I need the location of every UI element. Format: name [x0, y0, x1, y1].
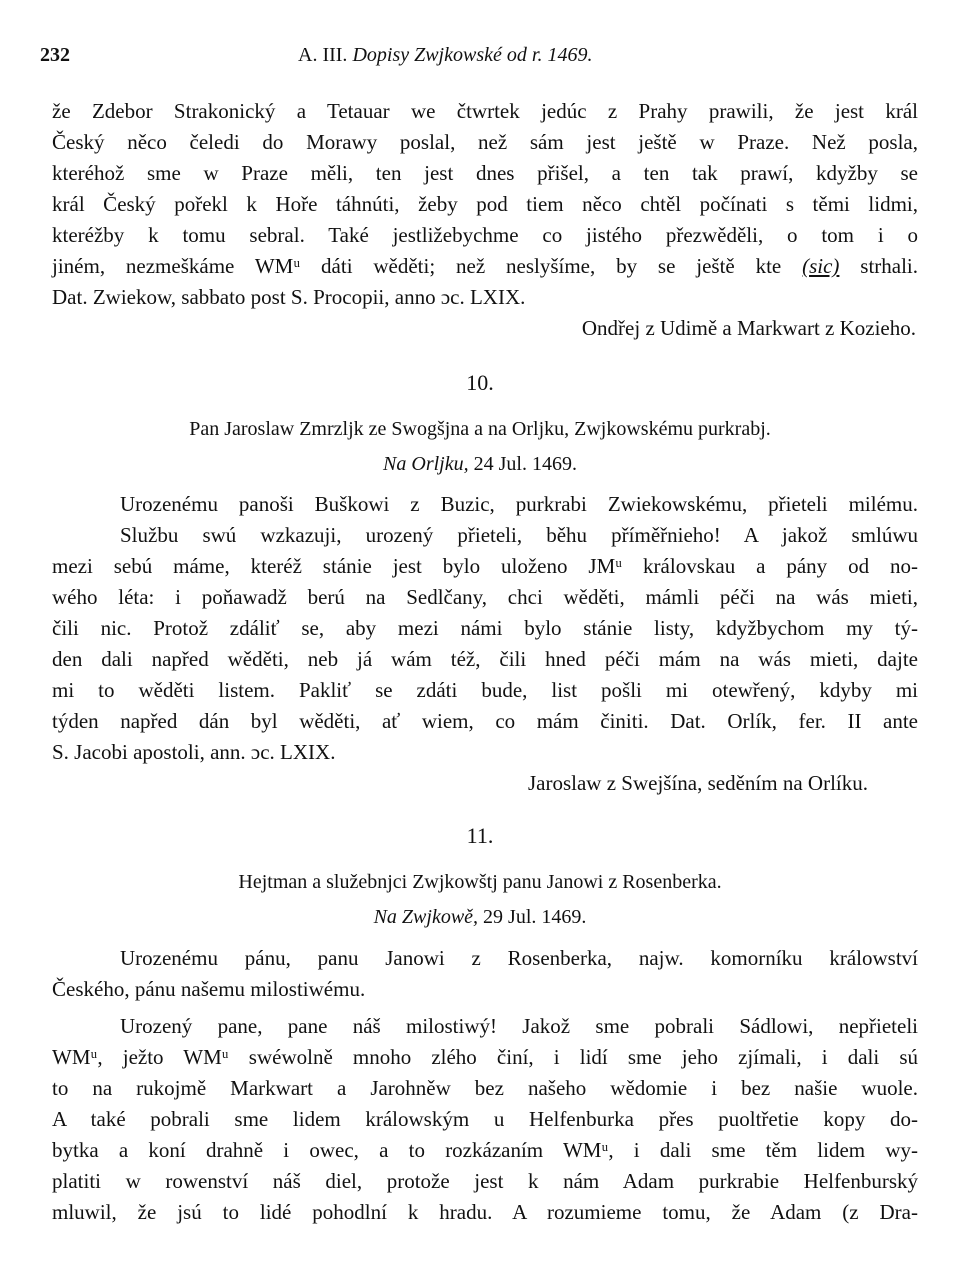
text-line: kteréžby k tomu sebral. Také jestližebychme co jistého přezwěděli, o tom i o [52, 223, 918, 247]
text-line-start: jiném, nezmeškáme WMᵘ dáti wěděti; než neslyšíme, by se ještě kte [52, 254, 782, 278]
letter-signature: Jaroslaw z Swejšína, seděním na Orlíku. [527, 771, 868, 795]
text-line: že Zdebor Strakonický a Tetauar we čtwrtek jedúc z Prahy prawili, že jest král [52, 99, 918, 123]
series-label: A. III. [298, 44, 348, 66]
letter-place-date [40, 448, 920, 480]
text-line: mluwil, že jsú to lidé pohodlní k hradu. A rozumieme tomu, že Adam (z Dra- [52, 1200, 918, 1224]
letter-title: Pan Jaroslaw Zmrzljk ze Swogšjna a na Orljku, Zwjkowskému purkrabj. [189, 418, 771, 440]
text-line-with-sic [52, 249, 918, 283]
text-line: platiti w rowenství náš diel, protože jest k nám Adam purkrabie Helfenburský [52, 1169, 918, 1193]
sic-note: (sic) [802, 254, 840, 278]
dating-line: Dat. Zwiekow, sabbato post S. Procopii, anno ɔc. LXIX. [52, 285, 526, 309]
text-line: wého léta: i poňawadž berú na Sedlčany, chci wěděti, mámli péči na wás mieti, [52, 585, 918, 609]
text-line: S. Jacobi apostoli, ann. ɔc. LXIX. [52, 740, 336, 764]
running-header [40, 44, 920, 78]
text-line: týden napřed dán byl wěděti, ať wiem, co mám činiti. Dat. Orlík, fer. II ante [52, 709, 918, 733]
text-line: WMᵘ, ježto WMᵘ swéwolně mnoho zlého činí, i lidí sme jeho zjímali, i dali sú [52, 1045, 918, 1069]
letter-address: Urozenému panoši Buškowi z Buzic, purkrabi Zwiekowskému, přieteli milému. [120, 492, 918, 516]
text-line: král Český pořekl k Hoře táhnúti, žeby pod tiem něco chtěl počínati s těmi lidmi, [52, 192, 918, 216]
letter-address: Urozenému pánu, panu Janowi z Rosenberka, najw. komorníku králowství [120, 946, 918, 970]
letter-signature: Ondřej z Udimě a Markwart z Kozieho. [581, 316, 916, 340]
text-line: den dali napřed wěděti, neb já wám též, čili hned péči mám na wás mieti, dajte [52, 647, 918, 671]
text-line: Službu swú wzkazuji, urozený přieteli, běhu příměřnieho! A jakož smlúwu [120, 523, 918, 547]
letter-title: Hejtman a služebnjci Zwjkowštj panu Janowi z Rosenberka. [238, 871, 722, 893]
letter-number: 10. [466, 370, 494, 395]
text-line: mi to wěděti listem. Pakliť se zdáti bude, list pošli mi otewřený, kdyby mi [52, 678, 918, 702]
letter-place: Na Orljku, [383, 453, 469, 475]
text-line: to na rukojmě Markwart a Jarohněw bez našeho wědomie i bez našie wuole. [52, 1076, 918, 1100]
letter-address: Českého, pánu našemu milostiwému. [52, 977, 366, 1001]
page-number: 232 [40, 44, 70, 66]
text-line: Urozený pane, pane náš milostiwý! Jakož sme pobrali Sádlowi, nepřieteli [120, 1014, 918, 1038]
text-line: kteréhož sme w Praze měli, ten jest dnes přišel, a ten tak prawí, kdyžby se [52, 161, 918, 185]
text-line: mezi sebú máme, kteréž stánie jest bylo uloženo JMᵘ královskau a pány od no- [52, 554, 918, 578]
text-line: Český něco čeledi do Morawy poslal, než sám jest ještě w Praze. Než posla, [52, 130, 918, 154]
text-line: A také pobrali sme lidem králowským u Helfenburka přes puoltřetie kopy do- [52, 1107, 918, 1131]
letter-date: 29 Jul. 1469. [483, 906, 587, 928]
text-line: čili nic. Protož zdáliť se, aby mezi námi bylo stánie listy, kdyžbychom my tý- [52, 616, 918, 640]
letter-date: 24 Jul. 1469. [473, 453, 577, 475]
letter-number: 11. [466, 823, 494, 848]
text-line-end: strhali. [860, 254, 919, 278]
volume-title: Dopisy Zwjkowské od r. 1469. [352, 44, 593, 66]
letter-place-date [40, 901, 920, 933]
letter-place: Na Zwjkowě, [373, 906, 479, 928]
running-title [298, 44, 592, 67]
text-line: bytka a koní drahně i owec, a to rozkázaním WMᵘ, i dali sme těm lidem wy- [52, 1138, 918, 1162]
